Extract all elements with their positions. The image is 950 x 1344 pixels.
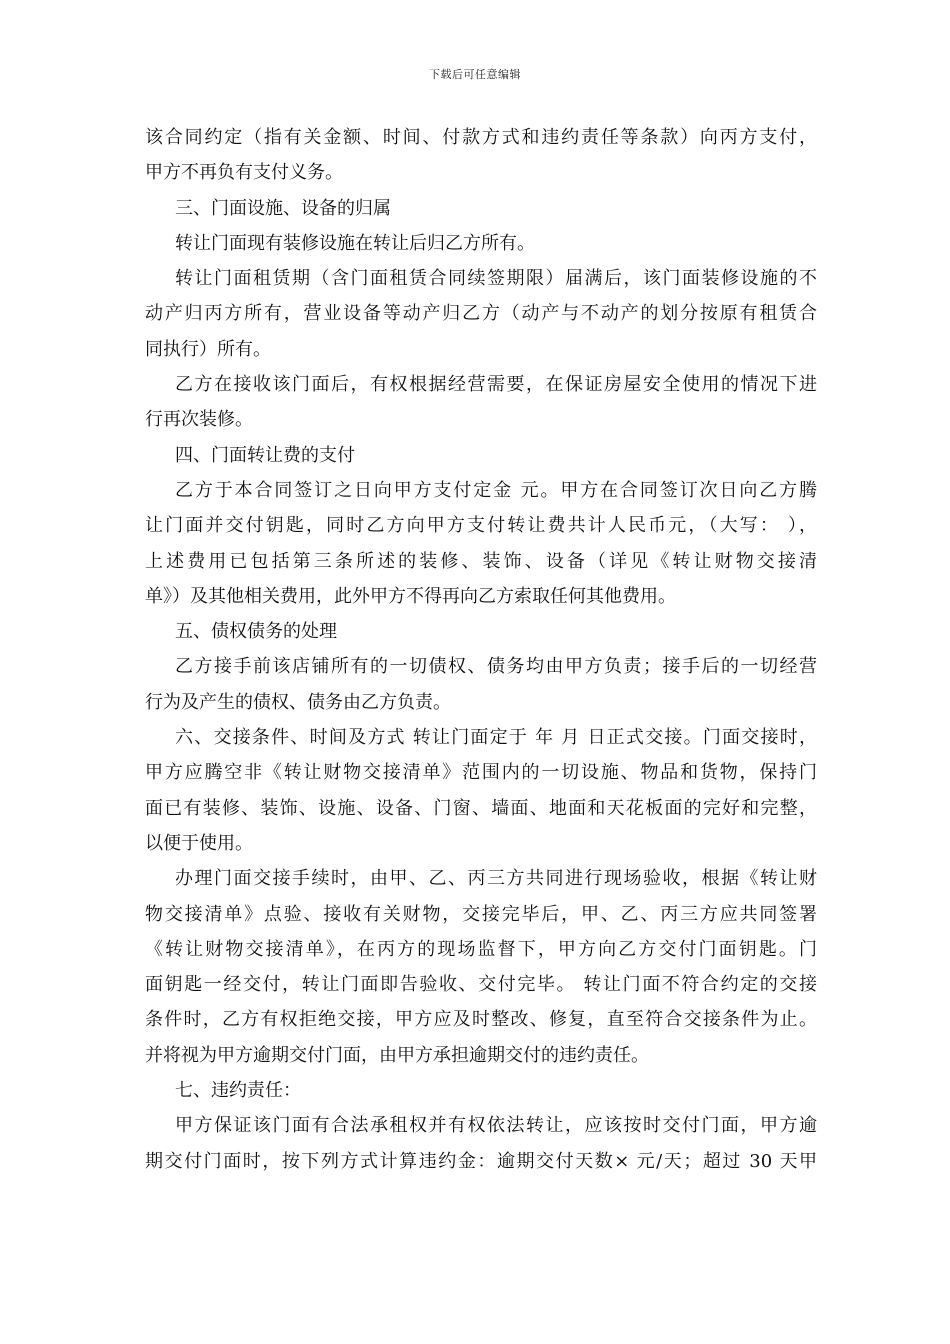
text-line: 以便于使用。 (145, 832, 253, 854)
text-line: 该合同约定（指有关金额、时间、付款方式和违约责任等条款）向丙方支付， (145, 127, 817, 148)
text-line: 《转让财物交接清单》，在丙方的现场监督下，甲方向乙方交付门面钥匙。门 (145, 938, 817, 960)
text-line: 行为及产生的债权、债务由乙方负责。 (145, 691, 451, 713)
page-header-note: 下载后可任意编辑 (429, 68, 521, 81)
text-line: 物交接清单》点验、接收有关财物，交接完毕后，甲、乙、丙三方应共同签署 (145, 903, 817, 925)
text-line: 面已有装修、装饰、设施、设备、门窗、墙面、地面和天花板面的完好和完整， (145, 797, 817, 819)
text-line: 行再次装修。 (145, 409, 253, 431)
text-line: 并将视为甲方逾期交付门面，由甲方承担逾期交付的违约责任。 (145, 1044, 649, 1066)
text-line: 条件时，乙方有权拒绝交接，甲方应及时整改、修复，直至符合交接条件为止。 (145, 1009, 817, 1031)
text-line: 动产归丙方所有，营业设备等动产归乙方（动产与不动产的划分按原有租赁合 (145, 303, 817, 325)
text-line: 四、门面转让费的支付 (175, 444, 355, 466)
text-line: 六、交接条件、时间及方式 转让门面定于 年 月 日正式交接。门面交接时， (175, 727, 817, 749)
text-line: 甲方保证该门面有合法承租权并有权依法转让，应该按时交付门面，甲方逾 (175, 1115, 817, 1137)
text-line: 单》）及其他相关费用，此外甲方不得再向乙方索取任何其他费用。 (145, 585, 676, 607)
text-line: 转让门面租赁期（含门面租赁合同续签期限）届满后，该门面装修设施的不 (175, 268, 817, 290)
text-line: 转让门面现有装修设施在转让后归乙方所有。 (175, 232, 535, 254)
text-line: 甲方不再负有支付义务。 (145, 162, 343, 184)
text-line: 办理门面交接手续时，由甲、乙、丙三方共同进行现场验收，根据《转让财 (175, 868, 817, 890)
text-line: 三、门面设施、设备的归属 (175, 197, 391, 219)
text-line: 让门面并交付钥匙，同时乙方向甲方支付转让费共计人民币元，（大写： ）， (145, 515, 817, 537)
text-line: 期交付门面时，按下列方式计算违约金：逾期交付天数× 元/天；超过 30 天甲 (145, 1150, 817, 1172)
text-line: 甲方应腾空非《转让财物交接清单》范围内的一切设施、物品和货物，保持门 (145, 762, 817, 784)
text-line: 面钥匙一经交付，转让门面即告验收、交付完毕。 转让门面不符合约定的交接 (145, 974, 817, 996)
text-line: 同执行）所有。 (145, 338, 271, 360)
text-line: 七、违约责任： (175, 1080, 301, 1102)
text-line: 乙方接手前该店铺所有的一切债权、债务均由甲方负责；接手后的一切经营 (175, 656, 817, 678)
text-line: 乙方于本合同签订之日向甲方支付定金 元。甲方在合同签订次日向乙方腾 (175, 479, 817, 501)
text-line: 五、债权债务的处理 (175, 621, 337, 643)
text-line: 乙方在接收该门面后，有权根据经营需要，在保证房屋安全使用的情况下进 (175, 374, 817, 396)
document-body (145, 120, 817, 1179)
text-line: 上述费用已包括第三条所述的装修、装饰、设备（详见《转让财物交接清 (145, 550, 817, 572)
